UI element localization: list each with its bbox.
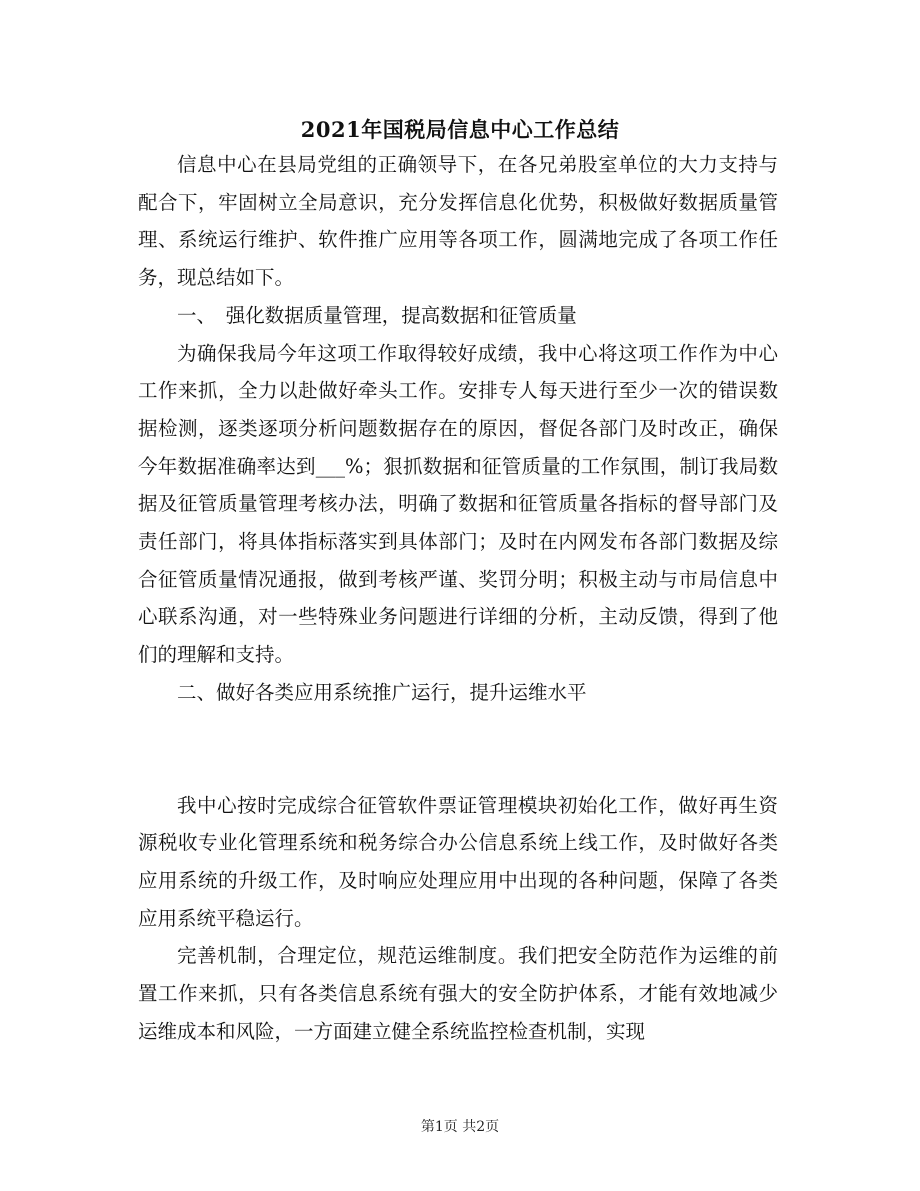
blank-spacer — [138, 712, 778, 787]
section-heading-2: 二、做好各类应用系统推广运行，提升运维水平 — [177, 680, 587, 704]
paragraph-mechanism: 完善机制，合理定位，规范运维制度。我们把安全防范作为运维的前置工作来抓，只有各类信息系统有强大的安全防护体系，才能有效地减少运维成本和风险，一方面建立健全系统监控检查机制，实现 — [138, 944, 778, 1043]
page-footer: 第1页 共2页 — [420, 1119, 500, 1135]
document-title: 2021年国税局信息中心工作总结 — [300, 117, 620, 142]
paragraph-intro: 信息中心在县局党组的正确领导下，在各兄弟股室单位的大力支持与配合下，牢固树立全局意识，充分发挥信息化优势，积极做好数据质量管理、系统运行维护、软件推广应用等各项工作，圆满地完成了各项工作任务，现总结如下。 — [138, 153, 778, 290]
document-body — [138, 146, 778, 1050]
paragraph-systems: 我中心按时完成综合征管软件票证管理模块初始化工作，做好再生资源税收专业化管理系统和税务综合办公信息系统上线工作，及时做好各类应用系统的升级工作，及时响应处理应用中出现的各种问题，保障了各类应用系统平稳运行。 — [138, 793, 778, 930]
section-heading-1: 一、 强化数据质量管理，提高数据和征管质量 — [177, 303, 577, 327]
paragraph-data-quality: 为确保我局今年这项工作取得较好成绩，我中心将这项工作作为中心工作来抓，全力以赴做好牵头工作。安排专人每天进行至少一次的错误数据检测，逐类逐项分析问题数据存在的原因，督促各部门及时改正，确保今年数据准确率达到___%；狠抓数据和征管质量的工作氛围，制订我局数据及征管质量管理考核办法，明确了数据和征管质量各指标的督导部门及责任部门，将具体指标落实到具体部门；及时在内网发布各部门数据及综合征管质量情况通报，做到考核严谨、奖罚分明；积极主动与市局信息中心联系沟通，对一些特殊业务问题进行详细的分析，主动反馈，得到了他们的理解和支持。 — [138, 341, 778, 667]
